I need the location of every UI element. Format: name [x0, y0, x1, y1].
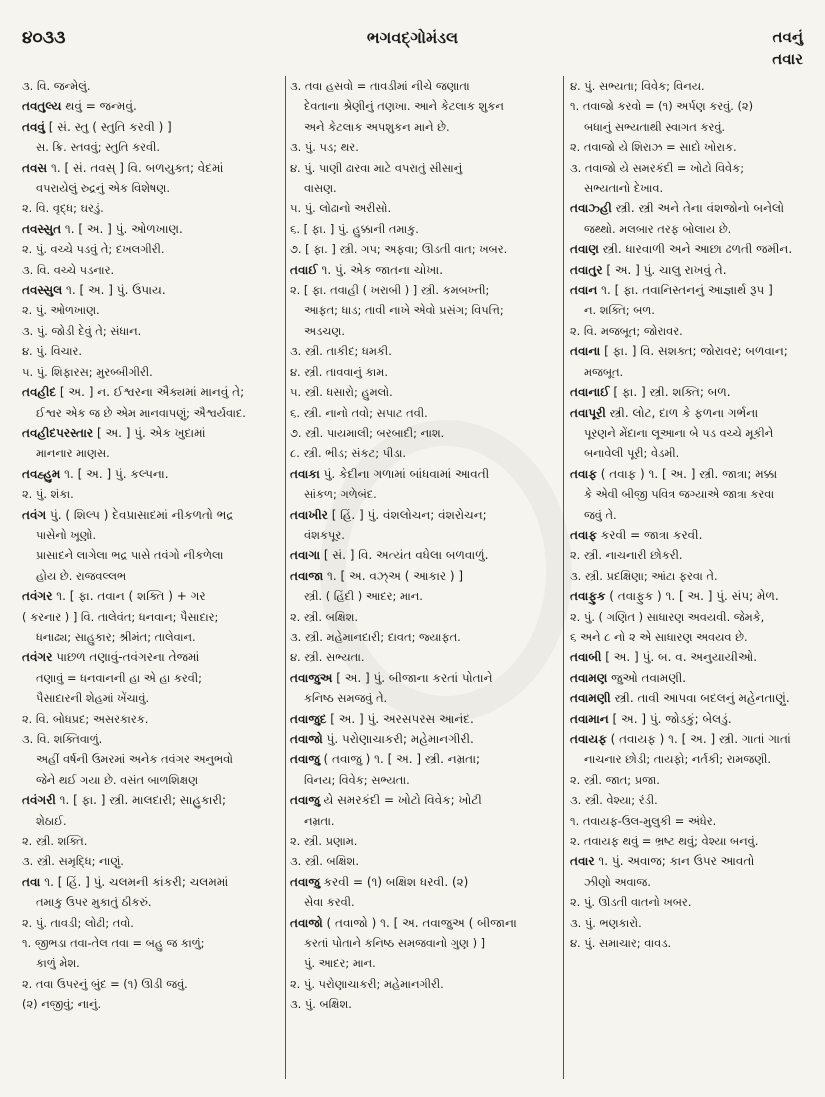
- headword-entry: તવાજો ( તવાજો ) ૧. [ અ. તવાજુઅ ( બીજાના: [290, 915, 517, 930]
- guide-words: [772, 26, 803, 70]
- headword-entry: તવાફુક ( તવાફુક ) ૧. [ અ. ] પું. સંપ; મેળ.: [570, 589, 779, 604]
- headword-entry: તવાજુ કરવી = (૧) બક્ષિશ ધરવી. (૨): [290, 874, 469, 889]
- headword-entry: તવામણ જુઓ તવામણી.: [570, 670, 687, 685]
- headword-entry: તવસ્સુત ૧. [ અ. ] પું. ઓળખાણ.: [22, 221, 183, 236]
- page-number: ૪૦૩૩: [22, 28, 66, 48]
- definition-line: હોય છે. રાજવલ્લભ: [36, 568, 127, 583]
- definition-line: ધનાઢ્ય; સાહુકાર; શ્રીમંત; તાલેવાન.: [36, 629, 196, 644]
- definition-line: નાચનાર છોડી; તાયફો; નર્તકી; રામજણી.: [584, 752, 772, 767]
- headword-entry: તવાજા ૧. [ અ. વઝ્અ ( આકાર ) ]: [290, 568, 464, 583]
- headword-entry: તવાજો પું. પરોણાચાકરી; મહેમાનગીરી.: [290, 732, 474, 746]
- definition-line: સભ્યતાનો દેખાવ.: [584, 181, 664, 196]
- definition-line: સેવા કરવી.: [304, 895, 355, 910]
- definition-line: ૨. [ ફા. તવાહી ( ખરાબી ) ] સ્ત્રી. કમબખ્તી;: [290, 283, 490, 298]
- headword-entry: તવાબી [ અ. ] પું. બ. વ. અનુયાયીઓ.: [570, 650, 758, 665]
- definition-line: ૧. જીભડા તવા-તેલ તવા = બહુ જ કાળું;: [22, 936, 205, 951]
- headword-entry: તવાઈ ૧. પું. એક જાતના ચોખા.: [290, 262, 444, 277]
- definition-line: ૬. સ્ત્રી. નાનો તવો; સપાટ તવી.: [290, 405, 428, 420]
- definition-line: ૨. તવાયફ થવું = ભ્રષ્ટ થવું; વેશ્યા બનવું.: [570, 834, 759, 849]
- definition-line: ૩. તવાજો યે સમરકંદી = ખોટો વિવેક;: [570, 160, 745, 175]
- definition-line: બનાવેલી પૂરી; વેડમી.: [584, 446, 680, 461]
- definition-line: ૩. વિ. જન્મેલું.: [22, 79, 91, 93]
- definition-line: ૩. સ્ત્રી. પ્રદક્ષિણા; આંટા ફરવા તે.: [570, 568, 718, 583]
- definition-line: કનિષ્ઠ સમજવું તે.: [304, 691, 388, 706]
- headword-entry: તવતુલ્ય થવું = જન્મવું.: [22, 99, 137, 114]
- definition-line: ૨. પું. પરોણાચાકરી; મહેમાનગીરી.: [290, 976, 444, 991]
- definition-line: ૩. વિ. શક્તિવાળું.: [22, 732, 103, 746]
- definition-line: ૪. પું. વિચાર.: [22, 344, 83, 359]
- definition-line: ૧. તવાયફ-ઉલ-મુલુકી = અંધેર.: [570, 813, 717, 828]
- headword-entry: તવાન ૧. [ ફા. તવાનિસ્તનનું આજ્ઞાર્થ રૂપ ]: [570, 283, 773, 298]
- headword-entry: તવાખીર [ હિં. ] પું. વંશલોચન; વંશરોચન;: [290, 507, 487, 522]
- definition-line: ૫. સ્ત્રી. ધસારો; હુમલો.: [290, 385, 393, 400]
- definition-line: ૮. સ્ત્રી. ભીડ; સંકટ; પીડા.: [290, 446, 406, 461]
- headword-entry: તવા ૧. [ હિં. ] પું. ચલમની કાંકરી; ચલમમાં: [22, 874, 229, 889]
- definition-line: અડચણ.: [304, 323, 345, 338]
- definition-line: જવું તે.: [584, 507, 617, 522]
- headword-entry: તવાજુદ [ અ. ] પું. અરસપરસ આનંદ.: [290, 711, 474, 726]
- definition-line: દેવતાના શ્રેણીનું તણખા. આને કેટલાક શુકન: [304, 99, 504, 114]
- definition-line: સ્ત્રી. ( હિંદી ) આદર; માન.: [304, 589, 423, 604]
- headword-entry: તવાઝ્હી સ્ત્રી. સ્ત્રી અને તેના વંશજોનો બનેલો: [570, 201, 785, 216]
- definition-line: નમ્રતા.: [304, 813, 335, 828]
- dictionary-columns: [22, 76, 807, 1087]
- definition-line: ૪. પું. સમાચાર; વાવડ.: [570, 936, 672, 951]
- definition-line: ૪. સ્ત્રી. સભ્યતા.: [290, 650, 365, 665]
- headword-entry: તવસ ૧. [ સં. તવસ્ ] વિ. બળયુક્ત; વેદમાં: [22, 160, 224, 175]
- headword-entry: તવાફ ( તવાફ ) ૧. [ અ. ] સ્ત્રી. જાત્રા; મક્કા: [570, 466, 778, 481]
- definition-line: ઈશ્વર એક જ છે એમ માનવાપણું; ઐશ્વર્યવાદ.: [36, 405, 246, 420]
- definition-line: ૨. વિ. વૃદ્ધ; ઘરડું.: [22, 201, 104, 216]
- definition-line: ન. શક્તિ; બળ.: [584, 303, 655, 318]
- guide-word-top: તવનું: [772, 28, 803, 46]
- headword-entry: તવાયફ ( તવાયફ ) ૧. [ અ. ] સ્ત્રી. ગાતાં ગાતાં: [570, 732, 791, 746]
- definition-line: ૫. પું. લોઢાનો અરીસો.: [290, 201, 392, 216]
- headword-entry: તવાજુઅ [ અ. ] પું. બીજાના કરતાં પોતાને: [290, 670, 493, 685]
- definition-line: ૨. પું. ઊડતી વાતનો ખબર.: [570, 895, 692, 910]
- definition-line: ૨. પું. ઓળખાણ.: [22, 303, 100, 318]
- definition-line: ઝીણો અવાજ.: [584, 874, 651, 889]
- definition-line: વિનય; વિવેક; સભ્યતા.: [304, 772, 410, 787]
- definition-line: બધાનું સભ્યતાથી સ્વાગત કરવું.: [584, 119, 726, 134]
- definition-line: ૨. સ્ત્રી. બક્ષિશ.: [290, 609, 359, 624]
- headword-entry: તવંગ પું. ( શિલ્પ ) દેવપ્રાસાદમાં નીકળતો ભદ્ર: [22, 507, 234, 522]
- definition-line: કે એવી બીજી પવિત્ર જગ્યાએ જાત્રા કરવા: [584, 487, 775, 502]
- definition-line: સાંકળ; ગળેબંદ.: [304, 487, 377, 502]
- headword-entry: તવાર ૧. પું. અવાજ; કાન ઉપર આવતો: [570, 854, 755, 869]
- definition-line: ૨. વિ. મજબૂત; જોરાવર.: [570, 323, 683, 338]
- definition-line: ૬ અને ૮ નો ૨ એ સાધારણ અવયવ છે.: [570, 629, 748, 644]
- definition-line: ૩. સ્ત્રી. વેશ્યા; રંડી.: [570, 793, 658, 808]
- headword-entry: તવામાન [ અ. ] પું. જોડકું; બેલડું.: [570, 711, 732, 726]
- definition-line: ૩. પું. જોડી દેવું તે; સંધાન.: [22, 323, 142, 338]
- headword-entry: તવવું [ સં. સ્તુ ( સ્તુતિ કરવી ) ]: [22, 119, 172, 134]
- definition-line: પાસેનો ખૂણો.: [36, 527, 97, 542]
- definition-line: કાળું મેશ.: [36, 956, 80, 971]
- definition-line: ૩. સ્ત્રી. તાકીદ; ધમકી.: [290, 344, 392, 359]
- definition-line: ૩. પું. બક્ષિશ.: [290, 997, 352, 1012]
- definition-line: પું. આદર; માન.: [304, 956, 376, 971]
- definition-line: ૩. વિ. વચ્ચે પડનાર.: [22, 262, 115, 277]
- definition-line: સ. ક્રિ. સ્તવવું; સ્તુતિ કરવી.: [36, 140, 161, 155]
- definition-line: તણાવું = ધનવાનની હા એ હા કરવી;: [36, 670, 202, 685]
- definition-line: ૩. પું. પડ; થર.: [290, 140, 359, 155]
- definition-line: જેને થઈ ગયા છે. વસંત બાળશિક્ષણ: [36, 772, 199, 787]
- headword-entry: તવાના [ ફા. ] વિ. સશક્ત; જોરાવર; બળવાન;: [570, 344, 788, 359]
- definition-line: અને કેટલાક અપશુકન માને છે.: [304, 119, 450, 134]
- definition-line: વપરાયેલું રુદ્રનું એક વિશેષણ.: [36, 181, 170, 196]
- definition-line: ૨. વિ. બોધપ્રદ; અસરકારક.: [22, 711, 149, 726]
- definition-line: ૭. [ ફા. ] સ્ત્રી. ગપ; અફવા; ઊડતી વાત; ખબર.: [290, 242, 508, 257]
- definition-line: ૧. તવાજો કરવો = (૧) અર્પણ કરવું. (૨): [570, 99, 754, 114]
- headword-entry: તવાનાઈ [ ફા. ] સ્ત્રી. શક્તિ; બળ.: [570, 385, 731, 400]
- headword-entry: તવસ્સુલ ૧. [ અ. ] પું. ઉપાય.: [22, 283, 166, 298]
- definition-line: ૪. સ્ત્રી. તાવવાનું કામ.: [290, 364, 388, 379]
- definition-line: પૂરણને મેંદાના લૂઆના બે પડ વચ્ચે મૂકીને: [584, 425, 774, 440]
- definition-line: ૫. પું. શિફારસ; મુરબ્બીગીરી.: [22, 364, 153, 379]
- page-header: [22, 22, 803, 70]
- headword-entry: તવાપૂરી સ્ત્રી. લોટ, દાળ કે ફળના ગર્ભના: [570, 405, 759, 420]
- definition-line: ૨. તવાજો યે શિરાઝ = સાદો ખોરાક.: [570, 140, 737, 155]
- guide-word-bottom: તવાર: [772, 50, 803, 68]
- headword-entry: તવાગા [ સં. ] વિ. અત્યંત વધેલા બળવાળું.: [290, 548, 489, 563]
- definition-line: તમાકુ ઉપર મુકાતું ઠીકરું.: [36, 895, 152, 910]
- definition-line: જથ્થો. મલબાર તરફ બોલાય છે.: [584, 221, 732, 236]
- definition-line: વાસણ.: [304, 181, 337, 196]
- headword-entry: તવાજુ ( તવાજુ ) ૧. [ અ. ] સ્ત્રી. નમ્રતા;: [290, 752, 481, 767]
- definition-line: ૨. સ્ત્રી. શક્તિ.: [22, 834, 88, 849]
- definition-line: ૨. પું. ( ગણિત ) સાધારણ અવયવી. જેમકે,: [570, 609, 765, 624]
- definition-line: માનનાર માણસ.: [36, 446, 110, 461]
- headword-entry: તવંગર ૧. [ ફા. તવાન ( શક્તિ ) + ગર: [22, 589, 206, 604]
- headword-entry: તવાતુર [ અ. ] પું. ચાલુ રાખવું તે.: [570, 262, 727, 277]
- headword-entry: તવંગરી ૧. [ ફા. ] સ્ત્રી. માલદારી; સાહુકારી;: [22, 793, 227, 808]
- definition-line: કરતાં પોતાને કનિષ્ઠ સમજવાનો ગુણ ) ]: [304, 936, 486, 951]
- definition-line: આફત; ધાડ; તાવી નાખે એવો પ્રસંગ; વિપત્તિ;: [304, 303, 504, 318]
- definition-line: ૭. સ્ત્રી. પાયમાલી; બરબાદી; નાશ.: [290, 425, 445, 440]
- definition-line: ૪. પું. સભ્યતા; વિવેક; વિનય.: [570, 79, 705, 93]
- definition-line: ૩. પું. ભણકારો.: [570, 915, 642, 930]
- definition-line: અહીં વર્ષની ઉમરમાં અનેક તવંગર અનુભવો: [36, 752, 234, 767]
- definition-line: ( કરનાર ) ] વિ. તાલેવંત; ધનવાન; પૈસાદાર;: [22, 609, 219, 624]
- definition-line: ૨. સ્ત્રી. નાચનારી છોકરી.: [570, 548, 683, 563]
- headword-entry: તવંગર પાછળ તણાવું-તવંગરના તેજમાં: [22, 650, 200, 665]
- column-2: [290, 76, 558, 1087]
- definition-line: ૬. [ ફા. ] પું. હુક્કાની તમાકુ.: [290, 221, 419, 236]
- headword-entry: તવહીદપરસ્તાર [ અ. ] પું. એક ખુદામાં: [22, 425, 206, 440]
- definition-line: ૨. પું. શંકા.: [22, 487, 74, 502]
- headword-entry: તવાણ સ્ત્રી. ધારવાળી અને આછા ઢળતી જમીન.: [570, 242, 793, 257]
- definition-line: શેઠાઈ.: [36, 813, 67, 828]
- headword-entry: તવામણી સ્ત્રી. તાવી આપવા બદલનું મહેનતાણું.: [570, 691, 790, 706]
- page-title: ભગવદ્ગોમંડલ: [366, 28, 459, 47]
- definition-line: પ્રાસાદને લાગેલા ભદ્ર પાસે તવંગો નીકળેલા: [36, 548, 224, 563]
- definition-line: (૨) નજીવું; નાનું.: [22, 997, 102, 1012]
- headword-entry: તવાજુ યે સમરકંદી = ખોટો વિવેક; ખોટી: [290, 793, 482, 808]
- definition-line: ૨. પું. તાવડી; લોઢી; તવો.: [22, 915, 134, 930]
- headword-entry: તવાફ કરવી = જાત્રા કરવી.: [570, 527, 703, 542]
- definition-line: ૨. સ્ત્રી. જાત; પ્રજા.: [570, 772, 660, 787]
- definition-line: ૨. સ્ત્રી. પ્રણામ.: [290, 834, 358, 849]
- definition-line: ૩. સ્ત્રી. બક્ષિશ.: [290, 854, 359, 869]
- definition-line: ૩. સ્ત્રી. સમૃદ્ધિ; નાણું.: [22, 854, 124, 869]
- definition-line: મજબૂત.: [584, 364, 624, 379]
- headword-entry: તવાકા પું. કેદીના ગળામાં બાંધવામાં આવતી: [290, 466, 490, 481]
- column-1: [22, 76, 280, 1087]
- definition-line: ૨. પું. વચ્ચે પડવું તે; દખલગીરી.: [22, 242, 165, 257]
- definition-line: ૪. પું. પાણી ઢારવા માટે વપરાતું સીસાનું: [290, 160, 463, 175]
- headword-entry: તવહ્હુમ ૧. [ અ. ] પું. કલ્પના.: [22, 466, 169, 481]
- headword-entry: તવહીદ [ અ. ] ન. ઈશ્વરના ઐક્યમાં માનવું તે;: [22, 385, 245, 400]
- definition-line: ૩. તવા હસવો = તાવડીમાં નીચે જણાતા: [290, 79, 470, 93]
- definition-line: ૨. તવા ઉપરનું બુંદ = (૧) ઊડી જવું.: [22, 976, 188, 991]
- definition-line: વંશકપૂર.: [304, 527, 345, 542]
- definition-line: પૈસાદારની શેહમાં ખેંચાવું.: [36, 691, 150, 706]
- definition-line: ૩. સ્ત્રી. મહેમાનદારી; દાવત; જ્યાફત.: [290, 629, 461, 644]
- column-3: [570, 76, 825, 1087]
